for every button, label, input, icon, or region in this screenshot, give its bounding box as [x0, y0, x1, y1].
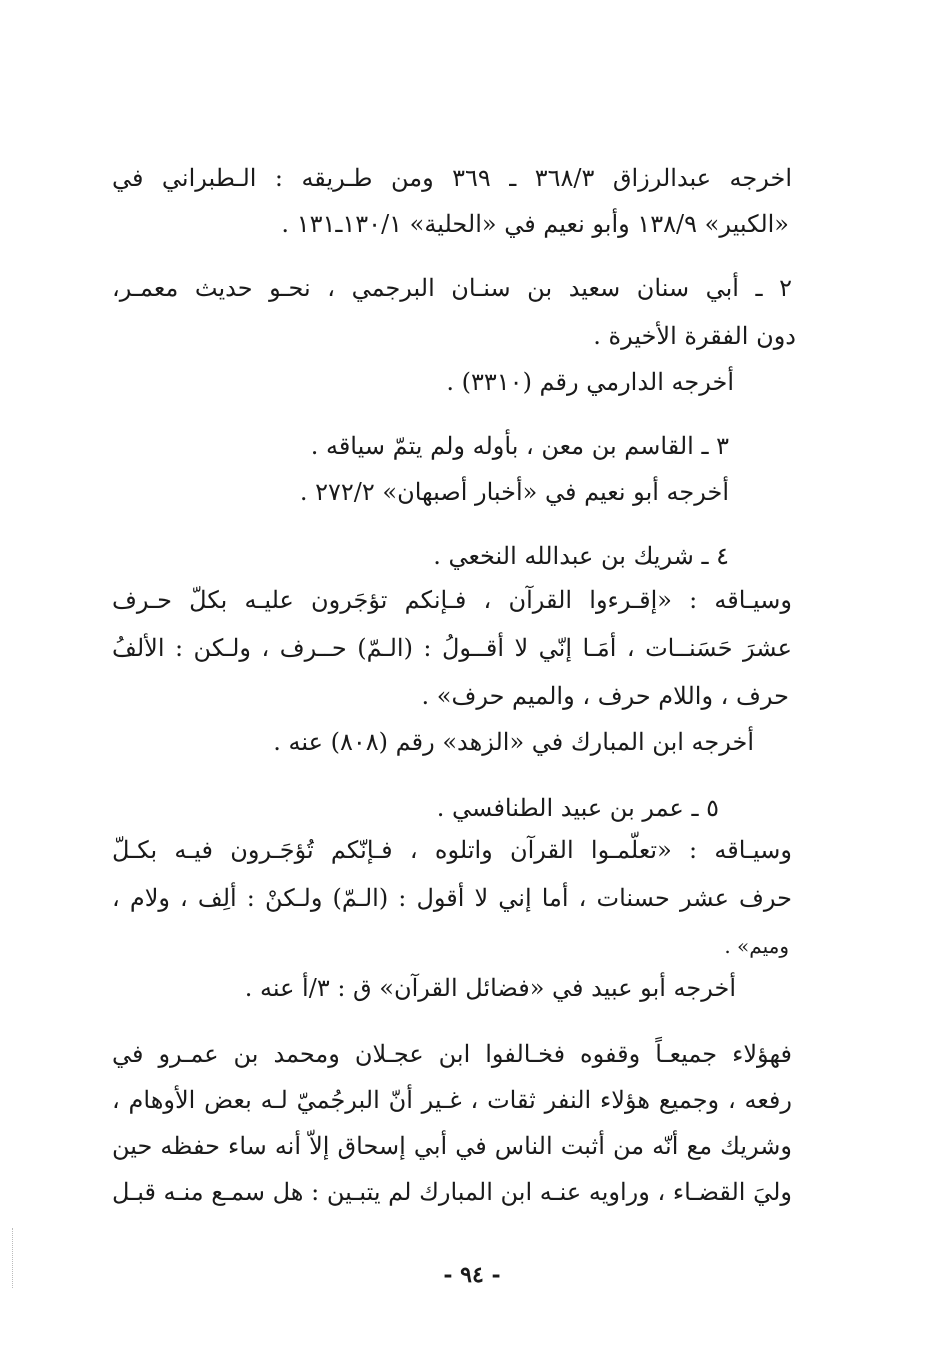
text-line: حرف ، واللام حرف ، والميم حرف» . [421, 682, 789, 710]
scan-edge-mark [12, 1228, 15, 1288]
text-line: وميم» . [724, 934, 789, 958]
text-line: ٣ ـ القاسم بن معن ، بأوله ولم يتمّ سياقه . [310, 432, 729, 460]
text-line: حرف عشر حسنات ، أما إني لا أقول : (الـمّ) ولـكنْ : ألِف ، ولام ، [112, 884, 792, 912]
text-line: ٢ ـ أبي سنان سعيد بن سنـان البرجمي ، نحـو حديث معمـر، [112, 274, 793, 302]
text-line: أخرجه الدارمي رقم (٣٣١٠) . [446, 368, 734, 396]
text-line: أخرجه أبو عبيد في «فضائل القرآن» ق : ٣/أ عنه . [244, 974, 736, 1002]
text-line: دون الفقرة الأخيرة . [593, 322, 796, 350]
text-line: عشرَ حَسَنــات ، أمَـا إنّي لا أقــولُ : (الـمّ) حــرف ، ولـكن : الألفُ [112, 634, 792, 662]
text-line: أخرجه ابن المبارك في «الزهد» رقم (٨٠٨) عنه . [273, 728, 754, 756]
text-line: وسيـاقه : «إقـرءوا القرآن ، فـإنكم تؤجَرون عليـه بكلّ حـرف [112, 586, 792, 614]
text-line: ٥ ـ عمر بن عبيد الطنافسي . [436, 794, 719, 822]
text-line: رفعه ، وجميع هؤلاء النفر ثقات ، غـير أنّ البرجُميّ لـه بعض الأوهام ، [112, 1086, 792, 1114]
text-line: أخرجه أبو نعيم في «أخبار أصبهان» ٢٧٢/٢ . [299, 478, 729, 506]
text-line: وشريك مع أنّه من أثبت الناس في أبي إسحاق إلاّ أنه ساء حفظه حين [112, 1132, 792, 1160]
text-line: «الكبير» ١٣٨/٩ وأبو نعيم في «الحلية» ١٣٠/١ـ١٣١ . [281, 210, 789, 238]
text-line: وليَ القضـاء ، وراويه عنـه ابن المبارك لم يتبـين : هل سمـع منـه قبـل [112, 1178, 792, 1206]
text-line: وسيـاقه : «تعلّمـوا القرآن واتلوه ، فـإنّكم تُؤجَـرون فيـه بكـلّ [112, 836, 792, 864]
text-line: اخرجه عبدالرزاق ٣٦٨/٣ ـ ٣٦٩ ومن طـريقه : الـطبراني في [112, 164, 792, 192]
text-line: ٤ ـ شريك بن عبدالله النخعي . [433, 542, 729, 570]
text-line: فهؤلاء جميعـاً وقفوه فخـالفوا ابن عجـلان ومحمد بن عمـرو في [112, 1040, 792, 1068]
page-number: - ٩٤ - [443, 1262, 501, 1288]
